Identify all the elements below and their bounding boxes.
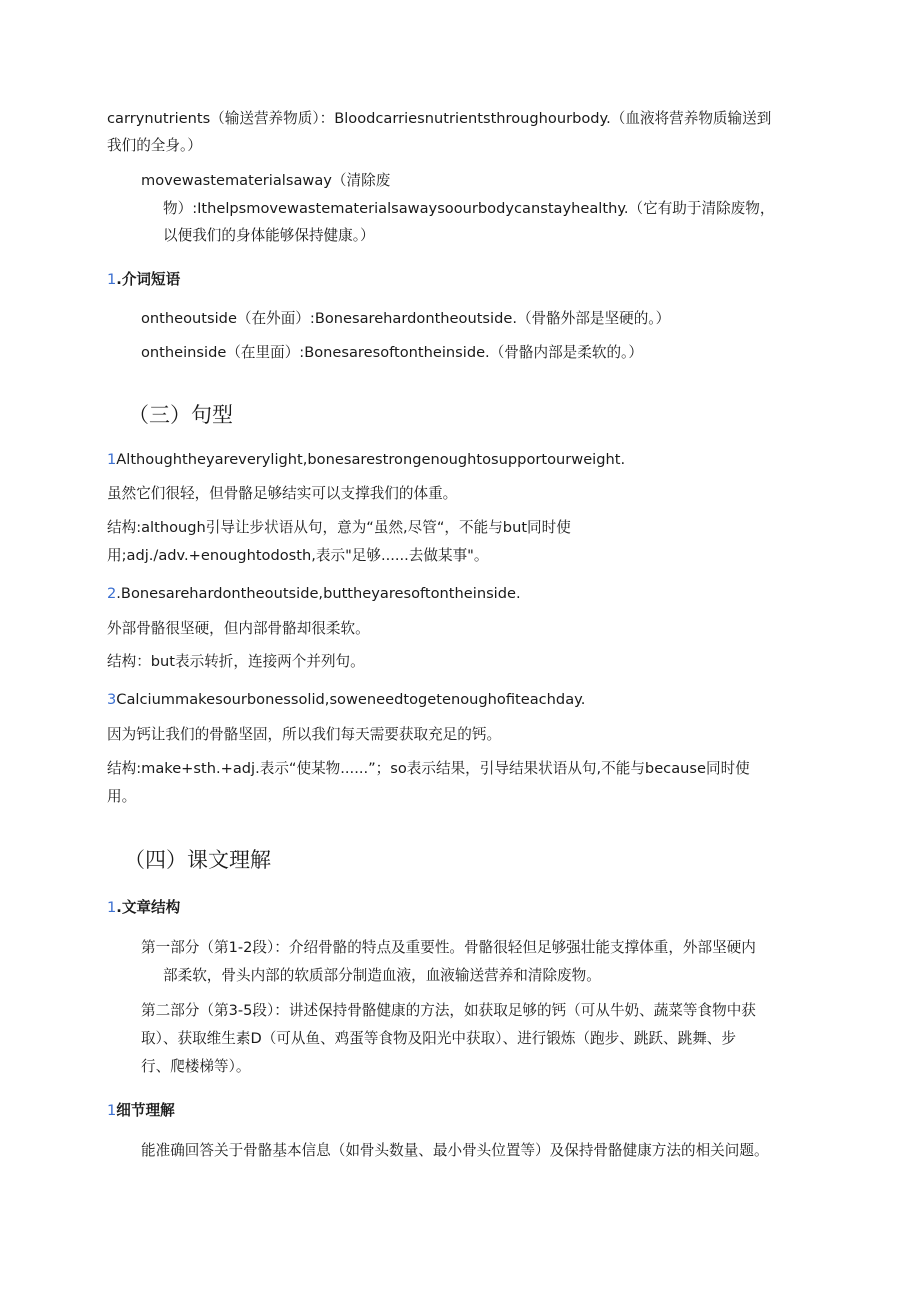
heading-text: 细节理解 — [116, 1102, 175, 1119]
sentence-number: 3 — [107, 691, 117, 708]
part2-line1: 第二部分（第3-5段）：讲述保持骨骼健康的方法，如获取足够的钙（可从牛奶、蔬菜等食物中获 — [141, 1002, 756, 1019]
sentence-text: .Bonesarehardontheoutside,buttheyaresoftontheinside. — [116, 585, 521, 602]
vocab-move-waste-line1: movewastematerialsaway（清除废 — [141, 172, 391, 189]
heading-text: .介词短语 — [116, 271, 181, 288]
section-heading-sentence-patterns: （三）句型 — [128, 403, 233, 427]
vocab-move-waste-line3: 以便我们的身体能够保持健康。） — [163, 227, 375, 244]
sentence-1-chinese: 虽然它们很轻，但骨骼足够结实可以支撑我们的体重。 — [107, 485, 458, 502]
sentence-1-structure-line1: 结构:although引导让步状语从句，意为“虽然,尽管“，不能与but同时使 — [107, 519, 571, 536]
sentence-2-structure: 结构：but表示转折，连接两个并列句。 — [107, 653, 365, 670]
part2-line2: 取）、获取维生素D（可从鱼、鸡蛋等食物及阳光中获取）、进行锻炼（跑步、跳跃、跳舞、步 — [141, 1030, 736, 1047]
sentence-3-structure-line1: 结构:make+sth.+adj.表示“使某物......”；so表示结果，引导结果状语从句,不能与because同时使 — [107, 760, 750, 777]
prep-phrase-outside: ontheoutside（在外面）:Bonesarehardontheoutside.（骨骼外部是坚硬的。） — [141, 310, 671, 327]
vocab-carry-nutrients-line1: carrynutrients（输送营养物质）：Bloodcarriesnutrientsthroughourbody.（血液将营养物质输送到 — [107, 110, 772, 127]
sentence-1-english — [107, 450, 625, 470]
section-heading-text-comprehension: （四）课文理解 — [124, 848, 271, 872]
sentence-text: Althoughtheyareverylight,bonesarestrongenoughtosupportourweight. — [116, 451, 626, 468]
part1-line1: 第一部分（第1-2段）：介绍骨骼的特点及重要性。骨骼很轻但足够强壮能支撑体重，外部坚硬内 — [141, 939, 756, 956]
part2-line3: 行、爬楼梯等）。 — [141, 1058, 251, 1075]
detail-comprehension-text: 能准确回答关于骨骼基本信息（如骨头数量、最小骨头位置等）及保持骨骼健康方法的相关问题。 — [141, 1142, 769, 1159]
vocab-carry-nutrients-line2: 我们的全身。） — [107, 137, 202, 154]
article-structure-heading — [107, 898, 180, 918]
prep-phrase-inside: ontheinside（在里面）:Bonesaresoftontheinside.（骨骼内部是柔软的。） — [141, 344, 643, 361]
sentence-3-english — [107, 690, 585, 710]
heading-number: 1 — [107, 271, 117, 288]
heading-number: 1 — [107, 899, 117, 916]
sentence-2-english — [107, 584, 521, 604]
sentence-text: Calciummakesourbonessolid,soweneedtogetenoughofiteachday. — [116, 691, 586, 708]
sentence-number: 2 — [107, 585, 117, 602]
sentence-2-chinese: 外部骨骼很坚硬，但内部骨骼却很柔软。 — [107, 620, 370, 637]
vocab-move-waste-line2: 物）:Ithelpsmovewastematerialsawaysoourbodycanstayhealthy.（它有助于清除废物， — [163, 200, 775, 217]
prep-phrases-heading — [107, 270, 180, 290]
part1-line2: 部柔软，骨头内部的软质部分制造血液，血液输送营养和清除废物。 — [163, 967, 601, 984]
heading-text: .文章结构 — [116, 899, 181, 916]
heading-number: 1 — [107, 1102, 117, 1119]
detail-comprehension-heading — [107, 1101, 175, 1121]
sentence-1-structure-line2: 用;adj./adv.+enoughtodosth,表示"足够......去做某事"。 — [107, 547, 489, 564]
sentence-3-structure-line2: 用。 — [107, 788, 137, 805]
sentence-number: 1 — [107, 451, 117, 468]
sentence-3-chinese: 因为钙让我们的骨骼坚固，所以我们每天需要获取充足的钙。 — [107, 726, 502, 743]
